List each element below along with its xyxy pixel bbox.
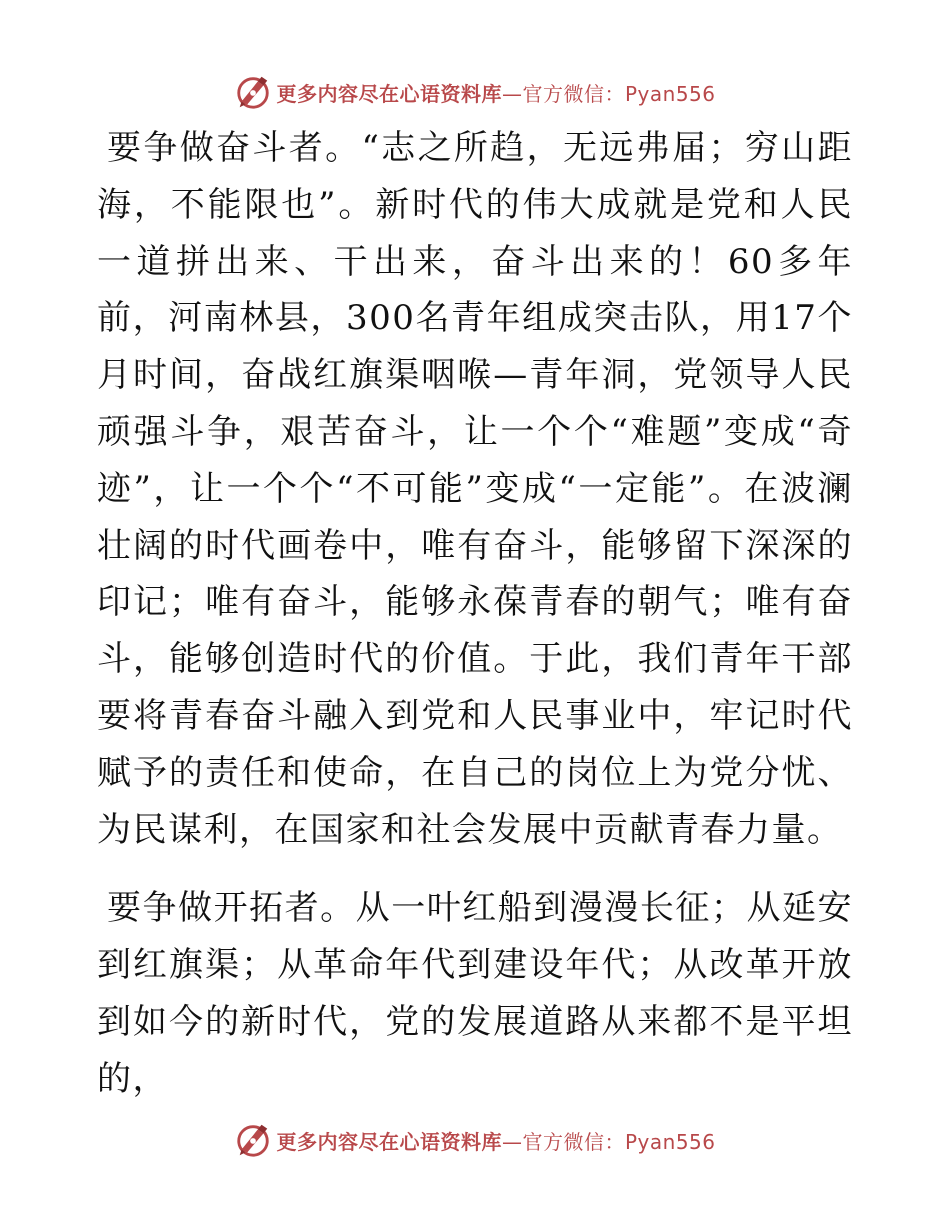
header-wechat-label: 官方微信： (522, 81, 625, 106)
footer-wechat-id: Pyan556 (624, 1129, 716, 1154)
header-site-text: 更多内容尽在心语资料库 (276, 81, 502, 106)
pen-logo-icon (234, 73, 272, 111)
header-separator: — (501, 81, 523, 106)
header-wechat-id: Pyan556 (624, 81, 716, 106)
document-body (97, 120, 853, 1108)
footer-site-text: 更多内容尽在心语资料库 (276, 1129, 502, 1154)
footer-separator: — (501, 1129, 523, 1154)
paragraph-pioneer: 要争做开拓者。从一叶红船到漫漫长征；从延安到红旗渠；从革命年代到建设年代；从改革开放到如今的新时代，党的发展道路从来都不是平坦的， (97, 888, 853, 1099)
pen-logo-icon (234, 1121, 272, 1159)
header-banner (0, 70, 950, 114)
footer-banner (0, 1118, 950, 1162)
paragraph-fighter: 要争做奋斗者。“志之所趋，无远弗届；穷山距海，不能限也”。新时代的伟大成就是党和人民一道拼出来、干出来，奋斗出来的！60多年前，河南林县，300名青年组成突击队，用17个月时间，奋战红旗渠咽喉—青年洞，党领导人民顽强斗争，艰苦奋斗，让一个个“难题”变成“奇迹”，让一个个“不可能”变成“一定能”。在波澜壮阔的时代画卷中，唯有奋斗，能够留下深深的印记；唯有奋斗，能够永葆青春的朝气；唯有奋斗，能够创造时代的价值。于此，我们青年干部要将青春奋斗融入到党和人民事业中，牢记时代赋予的责任和使命，在自己的岗位上为党分忧、为民谋利，在国家和社会发展中贡献青春力量。 (97, 128, 853, 850)
footer-wechat-label: 官方微信： (522, 1129, 625, 1154)
header-text (276, 78, 715, 107)
footer-text (276, 1126, 715, 1155)
